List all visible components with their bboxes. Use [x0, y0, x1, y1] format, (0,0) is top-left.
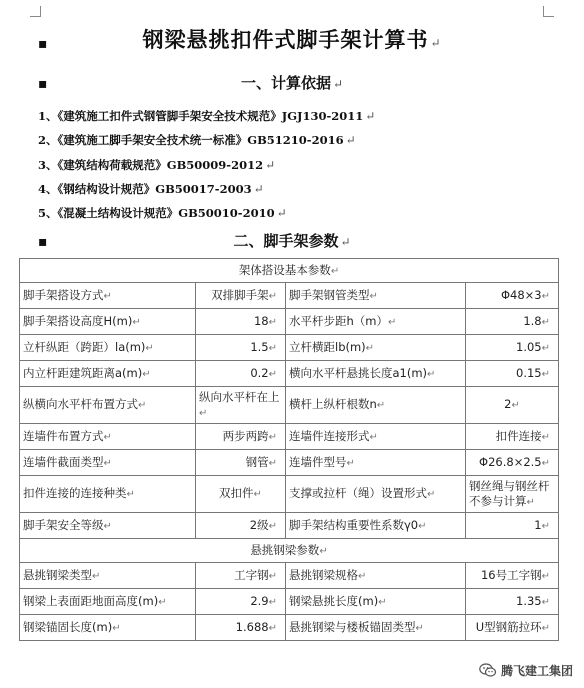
param-label: 脚手架搭设高度H(m)↵ [20, 309, 196, 335]
param-value: 0.2↵ [196, 361, 286, 387]
paragraph-mark: ↵ [332, 77, 344, 91]
table-row [20, 450, 559, 476]
param-value: 1.5↵ [196, 335, 286, 361]
param-value: Φ48×3↵ [466, 283, 559, 309]
page-corner-mark-left [30, 6, 41, 17]
table-row [20, 476, 559, 513]
param-label: 内立杆距建筑距离a(m)↵ [20, 361, 196, 387]
section-heading-parameters [0, 230, 584, 251]
param-value: 0.15↵ [466, 361, 559, 387]
document-title-text: 钢梁悬挑扣件式脚手架计算书 [142, 27, 429, 52]
param-label: 横杆上纵杆根数n↵ [286, 387, 466, 424]
table-section-row [20, 539, 559, 563]
param-label: 连墙件截面类型↵ [20, 450, 196, 476]
table-row [20, 387, 559, 424]
table-row [20, 283, 559, 309]
basis-item: 3、《建筑结构荷载规范》GB50009-2012 ↵ [38, 157, 276, 172]
table-row [20, 513, 559, 539]
bullet-mark: ▪ [38, 36, 48, 52]
param-value: 1.688↵ [196, 615, 286, 641]
param-label: 连墙件型号↵ [286, 450, 466, 476]
table-row [20, 615, 559, 641]
document-title [0, 24, 584, 54]
param-label: 钢梁上表面距地面高度(m)↵ [20, 589, 196, 615]
table-row [20, 424, 559, 450]
section-heading-text: 二、脚手架参数 [233, 232, 339, 250]
param-label: 脚手架安全等级↵ [20, 513, 196, 539]
param-value: 1.8↵ [466, 309, 559, 335]
wechat-icon [479, 663, 497, 678]
param-label: 扣件连接的连接种类↵ [20, 476, 196, 513]
param-label: 连墙件连接形式↵ [286, 424, 466, 450]
param-value: 双排脚手架↵ [196, 283, 286, 309]
param-label: 悬挑钢梁与楼板锚固类型↵ [286, 615, 466, 641]
section-basic-label: 架体搭设基本参数↵ [20, 259, 559, 283]
param-label: 脚手架搭设方式↵ [20, 283, 196, 309]
table-row [20, 361, 559, 387]
table-row [20, 335, 559, 361]
paragraph-mark: ↵ [340, 235, 351, 249]
param-value: 16号工字钢↵ [466, 563, 559, 589]
param-value: 纵向水平杆在上↵ [196, 387, 286, 424]
scaffold-parameters-table [19, 258, 559, 641]
watermark [476, 661, 576, 680]
param-label: 横向水平杆悬挑长度a1(m)↵ [286, 361, 466, 387]
param-value: 钢丝绳与钢丝杆不参与计算↵ [466, 476, 559, 513]
basis-item: 5、《混凝土结构设计规范》GB50010-2010 ↵ [38, 206, 287, 221]
param-label: 脚手架结构重要性系数γ0↵ [286, 513, 466, 539]
param-label: 立杆纵距（跨距）la(m)↵ [20, 335, 196, 361]
bullet-mark: ▪ [38, 234, 48, 250]
param-value: U型钢筋拉环↵ [466, 615, 559, 641]
param-label: 连墙件布置方式↵ [20, 424, 196, 450]
param-value: 两步两跨↵ [196, 424, 286, 450]
param-value: 2↵ [466, 387, 559, 424]
param-value: 1.05↵ [466, 335, 559, 361]
param-value: 2级↵ [196, 513, 286, 539]
basis-item: 1、《建筑施工扣件式钢管脚手架安全技术规范》JGJ130-2011 ↵ [38, 109, 376, 123]
param-label: 水平杆步距h（m）↵ [286, 309, 466, 335]
calculation-basis-list [38, 104, 375, 225]
bullet-mark: ▪ [38, 76, 48, 92]
table-row [20, 589, 559, 615]
watermark-text: 腾飞建工集团 [500, 664, 573, 678]
table-row [20, 563, 559, 589]
param-label: 立杆横距lb(m)↵ [286, 335, 466, 361]
param-label: 悬挑钢梁类型↵ [20, 563, 196, 589]
param-label: 悬挑钢梁规格↵ [286, 563, 466, 589]
param-value: 18↵ [196, 309, 286, 335]
section-beam-label: 悬挑钢梁参数↵ [20, 539, 559, 563]
paragraph-mark: ↵ [430, 36, 442, 50]
param-label: 钢梁悬挑长度(m)↵ [286, 589, 466, 615]
param-label: 支撑或拉杆（绳）设置形式↵ [286, 476, 466, 513]
table-row [20, 309, 559, 335]
param-label: 脚手架钢管类型↵ [286, 283, 466, 309]
param-value: 1.35↵ [466, 589, 559, 615]
basis-item: 2、《建筑施工脚手架安全技术统一标准》GB51210-2016 ↵ [38, 133, 356, 148]
param-value: 工字钢↵ [196, 563, 286, 589]
param-value: Φ26.8×2.5↵ [466, 450, 559, 476]
param-label: 钢梁锚固长度(m)↵ [20, 615, 196, 641]
param-value: 双扣件↵ [196, 476, 286, 513]
table-section-row [20, 259, 559, 283]
page-corner-mark-right [543, 6, 554, 17]
section-heading-text: 一、计算依据 [240, 74, 331, 92]
param-value: 2.9↵ [196, 589, 286, 615]
section-heading-basis [0, 72, 584, 93]
param-value: 1↵ [466, 513, 559, 539]
param-value: 扣件连接↵ [466, 424, 559, 450]
param-label: 纵横向水平杆布置方式↵ [20, 387, 196, 424]
param-value: 钢管↵ [196, 450, 286, 476]
basis-item: 4、《钢结构设计规范》GB50017-2003 ↵ [38, 181, 264, 196]
